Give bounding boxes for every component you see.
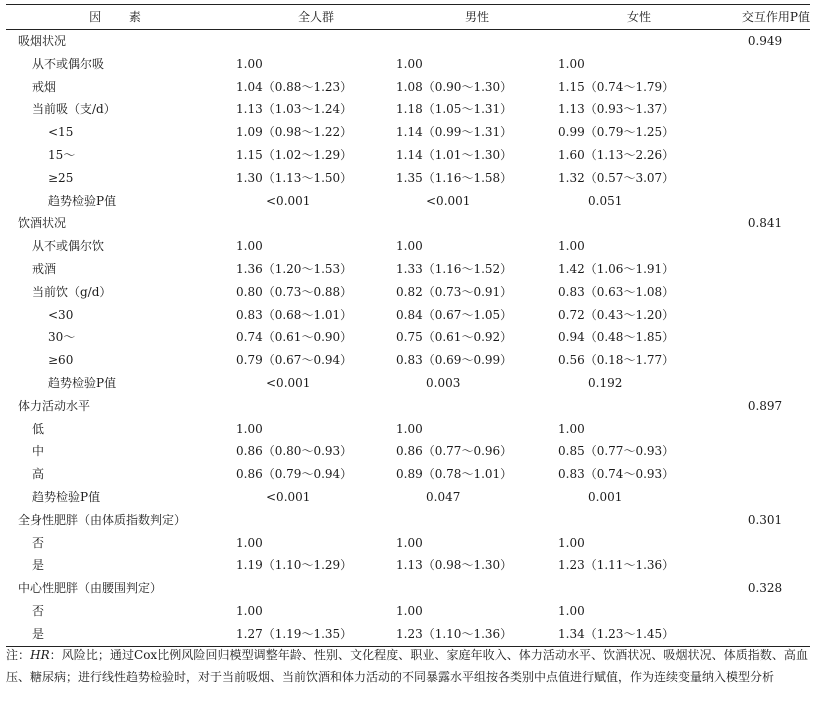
cell-all: <0.001 bbox=[266, 193, 311, 208]
cell-female: 0.85（0.77～0.93） bbox=[558, 444, 675, 459]
table-row bbox=[6, 212, 810, 235]
cell-male bbox=[396, 509, 558, 532]
table-row bbox=[6, 509, 810, 532]
cell-interaction-p bbox=[720, 440, 810, 463]
cell-female bbox=[558, 509, 720, 532]
table-row bbox=[6, 623, 810, 646]
cell-male: <0.001 bbox=[426, 193, 471, 208]
table-row bbox=[6, 418, 810, 441]
table-row bbox=[6, 76, 810, 99]
cell-interaction-p bbox=[720, 144, 810, 167]
table-row bbox=[6, 532, 810, 555]
cell-male bbox=[396, 30, 558, 53]
cell-male: 0.86（0.77～0.96） bbox=[396, 444, 513, 459]
cell-interaction-p bbox=[720, 121, 810, 144]
cell-female: 0.99（0.79～1.25） bbox=[558, 125, 675, 140]
row-label: <30 bbox=[48, 307, 74, 322]
row-label: ≥60 bbox=[48, 353, 74, 368]
cell-female: 1.32（0.57～3.07） bbox=[558, 170, 675, 185]
cell-female: 1.42（1.06～1.91） bbox=[558, 261, 675, 276]
cell-interaction-p bbox=[720, 53, 810, 76]
cell-male: 1.00 bbox=[396, 535, 423, 550]
cell-all: 0.74（0.61～0.90） bbox=[236, 330, 353, 345]
row-label: 从不或偶尔吸 bbox=[32, 56, 105, 71]
cell-interaction-p bbox=[720, 326, 810, 349]
cell-all bbox=[236, 30, 396, 53]
row-label: 是 bbox=[32, 558, 45, 573]
header-interaction-p: 交互作用P值 bbox=[741, 10, 810, 24]
row-label: 当前饮（g/d） bbox=[32, 284, 112, 299]
cell-interaction-p bbox=[720, 623, 810, 646]
cell-male: 0.82（0.73～0.91） bbox=[396, 284, 513, 299]
cell-all bbox=[236, 577, 396, 600]
table-row bbox=[6, 600, 810, 623]
cell-female: 1.00 bbox=[558, 421, 585, 436]
row-label: 当前吸（支/d） bbox=[32, 102, 116, 117]
cell-male: 0.84（0.67～1.05） bbox=[396, 307, 513, 322]
cell-all: 1.00 bbox=[236, 535, 263, 550]
cell-female: 1.00 bbox=[558, 535, 585, 550]
cell-all: 1.13（1.03～1.24） bbox=[236, 102, 353, 117]
cell-male: 0.003 bbox=[426, 375, 461, 390]
note-prefix: 注： bbox=[6, 648, 31, 662]
cell-female: 0.94（0.48～1.85） bbox=[558, 330, 675, 345]
table-row bbox=[6, 463, 810, 486]
cell-interaction-p bbox=[720, 600, 810, 623]
table-row bbox=[6, 98, 810, 121]
table-row bbox=[6, 304, 810, 327]
table-row bbox=[6, 258, 810, 281]
header-all-population: 全人群 bbox=[297, 10, 334, 24]
cell-interaction-p bbox=[720, 167, 810, 190]
cell-female: 0.56（0.18～1.77） bbox=[558, 353, 675, 368]
row-group-label: 中心性肥胖（由腰围判定） bbox=[18, 581, 163, 596]
cell-interaction-p bbox=[720, 304, 810, 327]
row-label: 是 bbox=[32, 626, 45, 641]
cell-interaction-p bbox=[720, 418, 810, 441]
row-label: 高 bbox=[32, 467, 45, 482]
cell-interaction-p bbox=[720, 532, 810, 555]
cell-male: 1.00 bbox=[396, 421, 423, 436]
row-label: 戒酒 bbox=[32, 261, 57, 276]
row-group-label: 饮酒状况 bbox=[18, 216, 67, 231]
cell-male bbox=[396, 212, 558, 235]
row-label: 趋势检验P值 bbox=[48, 375, 117, 390]
cell-male: 1.13（0.98～1.30） bbox=[396, 558, 513, 573]
table-row bbox=[6, 395, 810, 418]
cell-all bbox=[236, 395, 396, 418]
cell-male bbox=[396, 395, 558, 418]
cell-male: 0.047 bbox=[426, 489, 461, 504]
row-label: 从不或偶尔饮 bbox=[32, 239, 105, 254]
header-row bbox=[6, 5, 810, 30]
cell-all: 1.00 bbox=[236, 603, 263, 618]
note-hr-abbrev: HR bbox=[30, 648, 50, 662]
cell-all: 1.15（1.02～1.29） bbox=[236, 147, 353, 162]
row-label: 30～ bbox=[48, 330, 76, 345]
cell-male: 1.00 bbox=[396, 56, 423, 71]
cell-interaction-p bbox=[720, 76, 810, 99]
row-label: 戒烟 bbox=[32, 79, 57, 94]
cell-male: 0.89（0.78～1.01） bbox=[396, 467, 513, 482]
row-group-label: 吸烟状况 bbox=[18, 34, 67, 48]
cell-female: 0.192 bbox=[588, 375, 623, 390]
table-row bbox=[6, 349, 810, 372]
cell-female: 0.83（0.74～0.93） bbox=[558, 467, 675, 482]
cell-female: 0.001 bbox=[588, 489, 623, 504]
cell-all: <0.001 bbox=[266, 375, 311, 390]
row-label: ≥25 bbox=[48, 170, 74, 185]
cell-interaction-p bbox=[720, 235, 810, 258]
cell-female: 0.72（0.43～1.20） bbox=[558, 307, 675, 322]
cell-all: 1.19（1.10～1.29） bbox=[236, 558, 353, 573]
cell-male bbox=[396, 577, 558, 600]
cell-interaction-p bbox=[720, 372, 810, 395]
table-row bbox=[6, 486, 810, 509]
cell-interaction-p: 0.897 bbox=[747, 398, 783, 413]
cell-all: 0.86（0.79～0.94） bbox=[236, 467, 353, 482]
cell-interaction-p bbox=[720, 349, 810, 372]
cell-female: 1.23（1.11～1.36） bbox=[558, 558, 675, 573]
table-row bbox=[6, 235, 810, 258]
cell-all: 0.86（0.80～0.93） bbox=[236, 444, 353, 459]
cell-all: 1.00 bbox=[236, 421, 263, 436]
cell-female: 0.83（0.63～1.08） bbox=[558, 284, 675, 299]
table-row bbox=[6, 53, 810, 76]
row-label: 趋势检验P值 bbox=[32, 489, 101, 504]
header-male: 男性 bbox=[464, 10, 489, 24]
cell-all: 1.27（1.19～1.35） bbox=[236, 626, 353, 641]
note-text: ：风险比；通过Cox比例风险回归模型调整年龄、性别、文化程度、职业、家庭年收入、体力活动水平、饮酒状况、吸烟状况、体质指数、高血压、糖尿病；进行线性趋势检验时，对于当前吸烟、当前饮酒和体力活动的不同暴露水平组按各类别中点值进行赋值，作为连续变量纳入模型分析 bbox=[6, 648, 808, 684]
table-row bbox=[6, 121, 810, 144]
cell-all: 1.30（1.13～1.50） bbox=[236, 170, 353, 185]
cell-male: 1.14（0.99～1.31） bbox=[396, 125, 513, 140]
table-row bbox=[6, 440, 810, 463]
cell-female: 1.13（0.93～1.37） bbox=[558, 102, 675, 117]
cell-interaction-p bbox=[720, 554, 810, 577]
cell-interaction-p bbox=[720, 98, 810, 121]
cell-female: 0.051 bbox=[588, 193, 623, 208]
cell-female: 1.15（0.74～1.79） bbox=[558, 79, 675, 94]
cell-interaction-p: 0.301 bbox=[747, 512, 783, 527]
row-label: 否 bbox=[32, 535, 45, 550]
header-female: 女性 bbox=[626, 10, 651, 24]
cell-male: 1.08（0.90～1.30） bbox=[396, 79, 513, 94]
cell-female: 1.00 bbox=[558, 603, 585, 618]
table-row bbox=[6, 167, 810, 190]
table-footnote bbox=[6, 645, 808, 688]
cell-all: 0.83（0.68～1.01） bbox=[236, 307, 353, 322]
data-table bbox=[6, 4, 810, 647]
cell-male: 1.33（1.16～1.52） bbox=[396, 261, 513, 276]
cell-interaction-p bbox=[720, 190, 810, 213]
cell-all: 1.36（1.20～1.53） bbox=[236, 261, 353, 276]
table-row bbox=[6, 372, 810, 395]
cell-female: 1.34（1.23～1.45） bbox=[558, 626, 675, 641]
cell-interaction-p bbox=[720, 281, 810, 304]
table-row bbox=[6, 30, 810, 53]
cell-male: 1.00 bbox=[396, 239, 423, 254]
cell-all: 1.04（0.88～1.23） bbox=[236, 79, 353, 94]
cell-interaction-p: 0.328 bbox=[747, 581, 783, 596]
cell-all: 0.80（0.73～0.88） bbox=[236, 284, 353, 299]
row-group-label: 全身性肥胖（由体质指数判定） bbox=[18, 512, 187, 527]
table-row bbox=[6, 190, 810, 213]
cell-male: 1.00 bbox=[396, 603, 423, 618]
cell-female: 1.00 bbox=[558, 239, 585, 254]
cell-interaction-p bbox=[720, 258, 810, 281]
cell-female: 1.00 bbox=[558, 56, 585, 71]
table-row bbox=[6, 326, 810, 349]
cell-male: 1.23（1.10～1.36） bbox=[396, 626, 513, 641]
cell-male: 0.83（0.69～0.99） bbox=[396, 353, 513, 368]
cell-interaction-p: 0.841 bbox=[747, 216, 783, 231]
cell-all: 1.09（0.98～1.22） bbox=[236, 125, 353, 140]
cell-interaction-p bbox=[720, 463, 810, 486]
cell-all: 1.00 bbox=[236, 239, 263, 254]
cell-interaction-p: 0.949 bbox=[747, 34, 783, 48]
cell-interaction-p bbox=[720, 486, 810, 509]
cell-female bbox=[558, 30, 720, 53]
cell-female: 1.60（1.13～2.26） bbox=[558, 147, 675, 162]
cell-female bbox=[558, 577, 720, 600]
table-row bbox=[6, 144, 810, 167]
row-label: 否 bbox=[32, 603, 45, 618]
table-row bbox=[6, 554, 810, 577]
cell-all: 1.00 bbox=[236, 56, 263, 71]
cell-female bbox=[558, 212, 720, 235]
row-group-label: 体力活动水平 bbox=[18, 398, 91, 413]
cell-female bbox=[558, 395, 720, 418]
cell-male: 1.18（1.05～1.31） bbox=[396, 102, 513, 117]
table-body bbox=[6, 30, 810, 647]
table-row bbox=[6, 281, 810, 304]
header-factor: 因 素 bbox=[89, 10, 153, 24]
table-row bbox=[6, 577, 810, 600]
cell-male: 0.75（0.61～0.92） bbox=[396, 330, 513, 345]
row-label: 15～ bbox=[48, 147, 76, 162]
row-label: <15 bbox=[48, 125, 74, 140]
row-label: 中 bbox=[32, 444, 45, 459]
cell-male: 1.14（1.01～1.30） bbox=[396, 147, 513, 162]
row-label: 低 bbox=[32, 421, 45, 436]
row-label: 趋势检验P值 bbox=[48, 193, 117, 208]
cell-all bbox=[236, 212, 396, 235]
cell-all bbox=[236, 509, 396, 532]
cell-male: 1.35（1.16～1.58） bbox=[396, 170, 513, 185]
cell-all: <0.001 bbox=[266, 489, 311, 504]
cell-all: 0.79（0.67～0.94） bbox=[236, 353, 353, 368]
